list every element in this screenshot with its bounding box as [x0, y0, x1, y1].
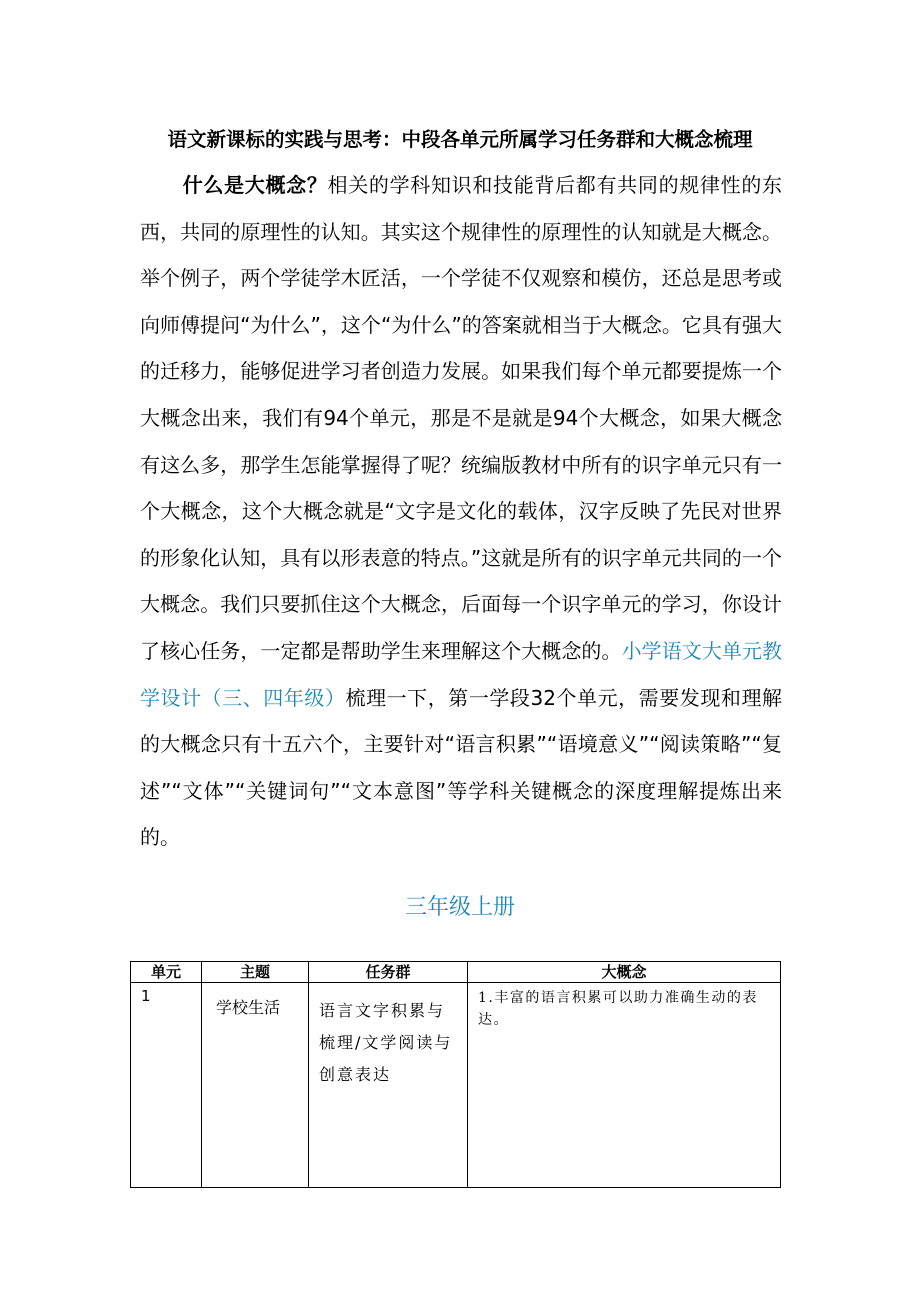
concept-table — [130, 961, 781, 1188]
table-row — [131, 983, 781, 1188]
cell-theme: 学校生活 — [202, 983, 309, 1188]
cell-unit: 1 — [131, 983, 202, 1188]
page-title: 语文新课标的实践与思考：中段各单元所属学习任务群和大概念梳理 — [167, 128, 753, 151]
main-paragraph — [140, 162, 782, 861]
cell-concept: 1.丰富的语言积累可以助力准确生动的表达。 — [468, 983, 781, 1188]
table-header-row — [131, 962, 781, 983]
paragraph-text-2: 梳理一下，第一学段32个单元，需要发现和理解的大概念只有十五六个，主要针对“语言积累”“语境意义”“阅读策略”“复述”“文体”“关键词句”“文本意图”等学科关键概念的深度理解提炼出来的。 — [140, 685, 782, 850]
header-concept: 大概念 — [468, 962, 781, 983]
header-task-group: 任务群 — [309, 962, 468, 983]
section-title: 三年级上册 — [404, 895, 515, 920]
paragraph-lead: 什么是大概念？ — [182, 173, 328, 197]
cell-task-group: 语言文字积累与梳理/文学阅读与创意表达 — [309, 983, 468, 1188]
header-unit: 单元 — [131, 962, 202, 983]
design-link[interactable]: 小学语文大单元教学设计（三、四年级） — [140, 638, 783, 710]
header-theme: 主题 — [202, 962, 309, 983]
paragraph-text-1: 相关的学科知识和技能背后都有共同的规律性的东西，共同的原理性的认知。其实这个规律性的原理性的认知就是大概念。举个例子，两个学徒学木匠活，一个学徒不仅观察和模仿，还总是思考或向师傅提问“为什么”，这个“为什么”的答案就相当于大概念。它具有强大的迁移力，能够促进学习者创造力发展。如果我们每个单元都要提炼一个大概念出来，我们有94个单元，那是不是就是94个大概念，如果大概念有这么多，那学生怎能掌握得了呢？统编版教材中所有的识字单元只有一个大概念，这个大概念就是“文字是文化的载体，汉字反映了先民对世界的形象化认知，具有以形表意的特点。”这就是所有的识字单元共同的一个大概念。我们只要抓住这个大概念，后面每一个识字单元的学习，你设计了核心任务，一定都是帮助学生来理解这个大概念的。 — [140, 173, 783, 663]
